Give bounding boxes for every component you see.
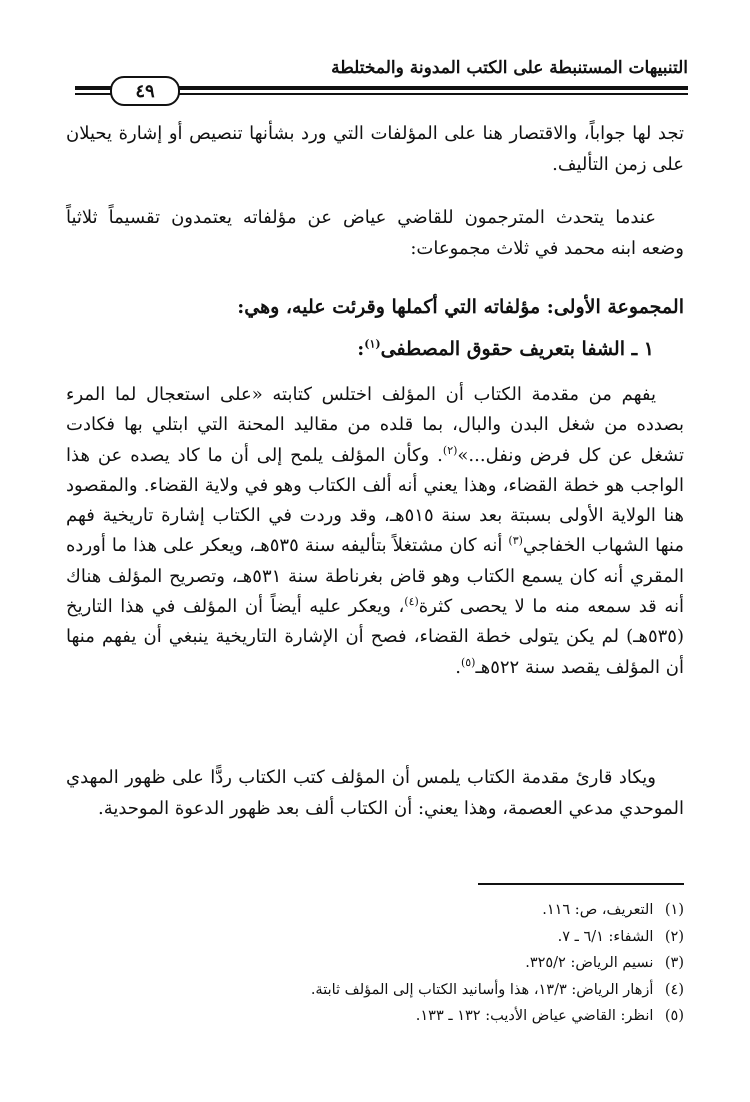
- running-header-title: التنبيهات المستنبطة على الكتب المدونة والمختلطة: [331, 58, 688, 78]
- footnote-number: (٣): [664, 955, 684, 971]
- footnote-item: [311, 897, 684, 924]
- page-number-badge: [110, 76, 180, 106]
- paragraph-3-part-d: ، ويعكر عليه أيضاً أن المؤلف في هذا التاريخ (٥٣٥هـ) لم يكن يتولى خطة القضاء، فصح أن الإشارة التاريخية ينبغي أن يفهم منها أن المؤلف يقصد سنة ٥٢٢هـ: [66, 596, 684, 678]
- footnote-text: نسيم الرياض: ٣٢٥/٢.: [525, 955, 654, 971]
- footnotes: [311, 897, 684, 1030]
- page-number: ٤٩: [135, 80, 155, 102]
- footnote-text: الشفاء: ٦/١ ـ ٧.: [557, 928, 654, 945]
- paragraph-3-part-b: . وكأن المؤلف يلمح إلى أن ما كاد يصده عن هذا الواجب هو خطة القضاء، وهذا يعني أنه ألف الكتاب وهو في ولاية القضاء. والمقصود هنا الولاية الأولى بسبتة بعد سنة ٥١٥هـ، وقد وردت في الكتاب إشارة تاريخية فهم منها الشهاب الخفاجي: [66, 444, 684, 557]
- paragraph-1: تجد لها جواباً، والاقتصار هنا على المؤلفات التي ورد بشأنها تنصيص أو إشارة يحيلان على زمن التأليف.: [66, 123, 684, 175]
- footnote-item: [311, 950, 684, 977]
- paragraph-3-part-e: .: [455, 656, 461, 678]
- footnote-number: (١): [664, 902, 684, 918]
- footnote-text: أزهار الرياض: ١٣/٣، هذا وأسانيد الكتاب إلى المؤلف ثابتة.: [310, 981, 654, 998]
- list-item-shifa: [357, 338, 654, 360]
- footnote-number: (٥): [664, 1008, 684, 1024]
- paragraph-3: [66, 380, 684, 683]
- paragraph-2: عندما يتحدث المترجمون للقاضي عياض عن مؤلفاته يعتمدون تقسيماً ثلاثياً وضعه ابنه محمد في ثلاث مجموعات:: [66, 207, 684, 259]
- footnote-text: انظر: القاضي عياض الأديب: ١٣٢ ـ ١٣٣.: [415, 1008, 654, 1024]
- list-item-label: ١ ـ الشفا بتعريف حقوق المصطفى: [380, 338, 654, 360]
- footnote-ref-1: (١): [364, 337, 381, 351]
- footnote-item: [311, 1003, 684, 1030]
- paragraph-3-part-c: أنه كان مشتغلاً بتأليفه سنة ٥٣٥هـ، ويعكر على هذا ما أورده المقري أنه كان يسمع الكتاب وهو قاض بغرناطة سنة ٥٣١هـ، وتصريح المؤلف هناك أنه قد سمعه منه ما لا يحصى كثرة: [66, 535, 685, 618]
- paragraph-4: ويكاد قارئ مقدمة الكتاب يلمس أن المؤلف كتب الكتاب ردًّا على ظهور المهدي الموحدي مدعي العصمة، وهذا يعني: أن الكتاب ألف بعد ظهور الدعوة الموحدية.: [66, 767, 684, 819]
- footnote-ref-2: (٢): [442, 443, 458, 457]
- paragraph-3-part-a: يفهم من مقدمة الكتاب أن المؤلف اختلس كتابته «على استعجال لما المرء بصدده من شغل البدن والبال، بما قلده من مقاليد المحنة التي ابتلي بها فكادت تشغل عن كل فرض ونفل...»: [66, 384, 684, 466]
- footnote-ref-3: (٣): [508, 534, 523, 548]
- footnote-number: (٢): [664, 928, 684, 945]
- group-heading: المجموعة الأولى: مؤلفاته التي أكملها وقرئت عليه، وهي:: [237, 296, 684, 318]
- footnote-text: التعريف، ص: ١١٦.: [542, 902, 654, 918]
- footnote-number: (٤): [664, 981, 684, 998]
- footnote-ref-4: (٤): [404, 595, 419, 609]
- footnote-ref-5: (٥): [460, 655, 476, 669]
- footnote-item: [311, 977, 684, 1004]
- footnote-item: [311, 924, 684, 951]
- list-item-colon: :: [357, 338, 365, 360]
- footnote-separator: [478, 883, 684, 885]
